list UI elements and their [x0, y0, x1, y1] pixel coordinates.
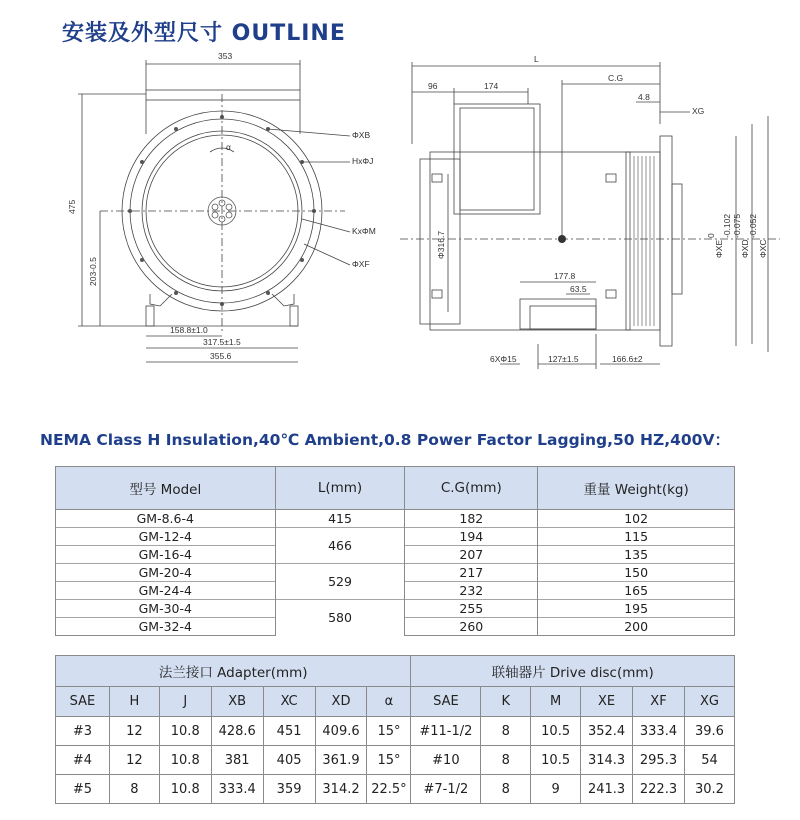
table-cell: 333.4	[211, 775, 263, 804]
table-cell: 222.3	[633, 775, 685, 804]
dim-203: 203-0.5	[88, 257, 98, 286]
table-cell: 361.9	[315, 746, 367, 775]
cell-l: 580	[275, 600, 405, 636]
table-cell: 352.4	[581, 717, 633, 746]
table-cell: #3	[56, 717, 110, 746]
front-view	[78, 60, 350, 362]
table-cell: 30.2	[684, 775, 734, 804]
dim-4-8: 4.8	[638, 92, 650, 102]
table-cell: 10.5	[531, 717, 581, 746]
cell-weight: 195	[538, 600, 735, 618]
label-xe-tol-up: 0	[706, 233, 716, 238]
label-xd: ΦXD	[740, 239, 750, 258]
column-header: α	[367, 687, 411, 717]
cell-model: GM-12-4	[56, 528, 276, 546]
table-cell: 12	[109, 746, 159, 775]
column-header: H	[109, 687, 159, 717]
cell-cg: 182	[405, 510, 538, 528]
cell-l: 415	[275, 510, 405, 528]
adapter-table	[55, 655, 735, 804]
table-cell: 8	[109, 775, 159, 804]
dim-316: Φ316.7	[436, 230, 446, 259]
dim-174: 174	[484, 81, 499, 91]
cell-cg: 217	[405, 564, 538, 582]
side-labels	[428, 54, 768, 364]
cell-cg: 194	[405, 528, 538, 546]
table-cell: 295.3	[633, 746, 685, 775]
cell-cg: 207	[405, 546, 538, 564]
cell-model: GM-32-4	[56, 618, 276, 636]
table-cell: 10.8	[159, 717, 211, 746]
cell-weight: 115	[538, 528, 735, 546]
nema-spec-line: NEMA Class H Insulation,40℃ Ambient,0.8 Power Factor Lagging,50 HZ,400V：	[40, 431, 730, 449]
table-cell: #7-1/2	[411, 775, 481, 804]
table-cell: 9	[531, 775, 581, 804]
column-header: XC	[263, 687, 315, 717]
table-cell: #11-1/2	[411, 717, 481, 746]
label-xe: ΦXE	[714, 239, 724, 258]
table-cell: 381	[211, 746, 263, 775]
cell-weight: 150	[538, 564, 735, 582]
table-cell: 409.6	[315, 717, 367, 746]
label-alpha: α	[226, 142, 231, 152]
table-row	[56, 746, 735, 775]
column-header: XE	[581, 687, 633, 717]
cell-weight: 200	[538, 618, 735, 636]
table-cell: #4	[56, 746, 110, 775]
table-cell: 22.5°	[367, 775, 411, 804]
table-cell: 10.8	[159, 775, 211, 804]
dim-l: L	[534, 54, 539, 64]
dim-355: 355.6	[210, 351, 232, 361]
label-hxj: HxΦJ	[352, 156, 374, 166]
column-header: XB	[211, 687, 263, 717]
label-xc: ΦXC	[758, 239, 768, 258]
cell-l: 466	[275, 528, 405, 564]
label-xb: ΦXB	[352, 130, 371, 140]
cell-weight: 165	[538, 582, 735, 600]
dim-holes: 6XΦ15	[490, 354, 517, 364]
dim-cg: C.G	[608, 73, 624, 83]
table-cell: 8	[481, 717, 531, 746]
dim-158: 158.8±1.0	[170, 325, 208, 335]
cell-model: GM-20-4	[56, 564, 276, 582]
table-cell: 359	[263, 775, 315, 804]
dim-475: 475	[67, 199, 77, 214]
page-title: 安装及外型尺寸 OUTLINE	[62, 21, 346, 46]
table-cell: 314.3	[581, 746, 633, 775]
column-header: K	[481, 687, 531, 717]
table-cell: 8	[481, 775, 531, 804]
table-row	[56, 717, 735, 746]
table-cell: 39.6	[684, 717, 734, 746]
column-header: M	[531, 687, 581, 717]
table-cell: 428.6	[211, 717, 263, 746]
cell-weight: 102	[538, 510, 735, 528]
table-cell: 10.5	[531, 746, 581, 775]
cg-marker	[558, 235, 566, 243]
table-cell: 15°	[367, 746, 411, 775]
dim-127: 127±1.5	[548, 354, 579, 364]
label-xd-tol-up: -0.075	[732, 213, 742, 238]
column-header: SAE	[411, 687, 481, 717]
cell-weight: 135	[538, 546, 735, 564]
dim-353: 353	[218, 51, 233, 61]
table-cell: 8	[481, 746, 531, 775]
cell-cg: 232	[405, 582, 538, 600]
header-adapter: 法兰接口 Adapter(mm)	[56, 656, 411, 687]
models-table	[55, 466, 735, 636]
outline-drawing	[0, 44, 800, 384]
header-drive-disc: 联轴器片 Drive disc(mm)	[411, 656, 735, 687]
dim-xg: XG	[692, 106, 705, 116]
table-cell: 333.4	[633, 717, 685, 746]
table-cell: 15°	[367, 717, 411, 746]
label-xf: ΦXF	[352, 259, 370, 269]
cell-model: GM-8.6-4	[56, 510, 276, 528]
dim-317: 317.5±1.5	[203, 337, 241, 347]
header-l: L(mm)	[275, 467, 405, 510]
cell-model: GM-16-4	[56, 546, 276, 564]
column-header: SAE	[56, 687, 110, 717]
table-row	[56, 510, 735, 528]
table-row	[56, 775, 735, 804]
dim-63: 63.5	[570, 284, 587, 294]
table-cell: #10	[411, 746, 481, 775]
cell-model: GM-24-4	[56, 582, 276, 600]
table-cell: 405	[263, 746, 315, 775]
dim-166: 166.6±2	[612, 354, 643, 364]
table-row	[56, 528, 735, 546]
table-cell: 451	[263, 717, 315, 746]
header-cg: C.G(mm)	[405, 467, 538, 510]
label-xe-tol-low: -0.102	[722, 213, 732, 238]
label-xd-tol-low: -0.052	[748, 213, 758, 238]
table-cell: #5	[56, 775, 110, 804]
column-header: XG	[684, 687, 734, 717]
table-cell: 10.8	[159, 746, 211, 775]
cell-cg: 260	[405, 618, 538, 636]
cell-model: GM-30-4	[56, 600, 276, 618]
cell-l: 529	[275, 564, 405, 600]
table-cell: 12	[109, 717, 159, 746]
header-model: 型号 Model	[56, 467, 276, 510]
table-row	[56, 564, 735, 582]
table-cell: 54	[684, 746, 734, 775]
header-weight: 重量 Weight(kg)	[538, 467, 735, 510]
cell-cg: 255	[405, 600, 538, 618]
table-cell: 241.3	[581, 775, 633, 804]
column-header: XD	[315, 687, 367, 717]
dim-96: 96	[428, 81, 438, 91]
table-cell: 314.2	[315, 775, 367, 804]
table-row	[56, 600, 735, 618]
dim-177: 177.8	[554, 271, 576, 281]
column-header: J	[159, 687, 211, 717]
label-kxm: KxΦM	[352, 226, 376, 236]
column-header: XF	[633, 687, 685, 717]
